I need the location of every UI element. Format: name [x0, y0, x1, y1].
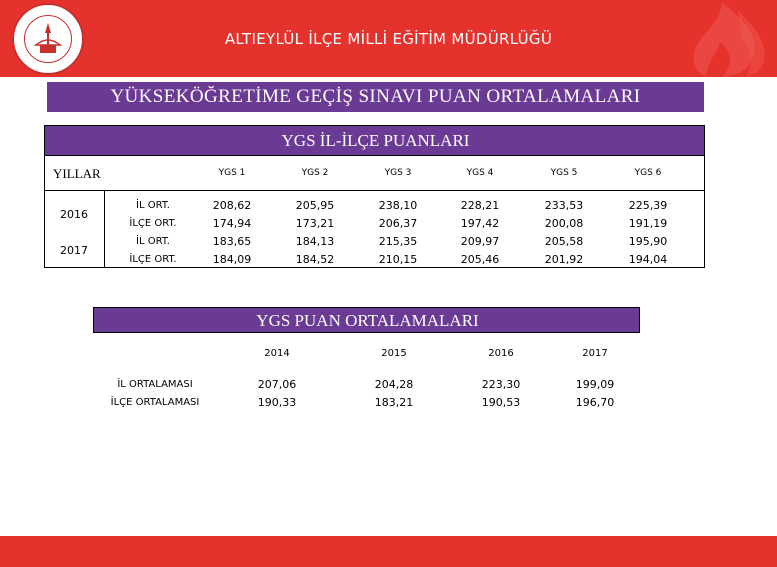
banner-title: YÜKSEKÖĞRETİME GEÇİŞ SINAVI PUAN ORTALAMALARI	[110, 86, 641, 107]
table2-title: YGS PUAN ORTALAMALARI	[256, 311, 479, 330]
row-label: İL ORT.	[136, 236, 170, 247]
table-cell: 173,21	[295, 217, 335, 230]
table-cell: 196,70	[575, 396, 615, 409]
year-label: 2017	[60, 244, 88, 257]
table-cell: 205,95	[295, 199, 335, 212]
table-cell: 205,46	[460, 253, 500, 266]
footer-bar	[0, 536, 777, 567]
table-cell: 228,21	[460, 199, 500, 212]
table-cell: 191,19	[628, 217, 668, 230]
row-label: İLÇE ORT.	[129, 218, 177, 229]
table-cell: 205,58	[544, 235, 584, 248]
column-header: 2017	[582, 348, 608, 359]
table-cell: 204,28	[374, 378, 414, 391]
table-cell: 190,33	[257, 396, 297, 409]
column-header: 2015	[381, 348, 407, 359]
table-cell: 209,97	[460, 235, 500, 248]
table-cell: 200,08	[544, 217, 584, 230]
table-cell: 201,92	[544, 253, 584, 266]
table-cell: 207,06	[257, 378, 297, 391]
column-header: YGS 5	[550, 168, 578, 178]
header-bar	[0, 0, 777, 77]
column-header: YGS 6	[634, 168, 662, 178]
row-label: İLÇE ORT.	[129, 254, 177, 265]
table-cell: 208,62	[212, 199, 252, 212]
table-cell: 195,90	[628, 235, 668, 248]
table-cell: 184,52	[295, 253, 335, 266]
year-label: 2016	[60, 208, 88, 221]
years-header: YILLAR	[53, 166, 101, 181]
table-cell: 215,35	[378, 235, 418, 248]
table-cell: 183,65	[212, 235, 252, 248]
table1-divider	[44, 190, 705, 191]
table-cell: 190,53	[481, 396, 521, 409]
row-label: İL ORT.	[136, 200, 170, 211]
table-cell: 197,42	[460, 217, 500, 230]
table1-header	[44, 125, 705, 156]
table-cell: 210,15	[378, 253, 418, 266]
table-cell: 238,10	[378, 199, 418, 212]
table2-header	[93, 307, 640, 333]
column-header: 2016	[488, 348, 514, 359]
table-cell: 225,39	[628, 199, 668, 212]
page-banner	[47, 82, 704, 112]
table-cell: 183,21	[374, 396, 414, 409]
row-label: İL ORTALAMASI	[117, 379, 193, 390]
row-label: İLÇE ORTALAMASI	[110, 397, 200, 408]
column-header: YGS 1	[218, 168, 246, 178]
column-header: 2014	[264, 348, 290, 359]
column-header: YGS 4	[466, 168, 494, 178]
column-header: YGS 3	[384, 168, 412, 178]
header-title: ALTIEYLÜL İLÇE MİLLİ EĞİTİM MÜDÜRLÜĞÜ	[224, 30, 553, 48]
table-cell: 199,09	[575, 378, 615, 391]
table-cell: 194,04	[628, 253, 668, 266]
table-cell: 223,30	[481, 378, 521, 391]
table-cell: 184,13	[295, 235, 335, 248]
table-cell: 174,94	[212, 217, 252, 230]
column-header: YGS 2	[301, 168, 329, 178]
table-cell: 206,37	[378, 217, 418, 230]
table-cell: 233,53	[544, 199, 584, 212]
table1-title: YGS İL-İLÇE PUANLARI	[281, 131, 470, 150]
table-cell: 184,09	[212, 253, 252, 266]
